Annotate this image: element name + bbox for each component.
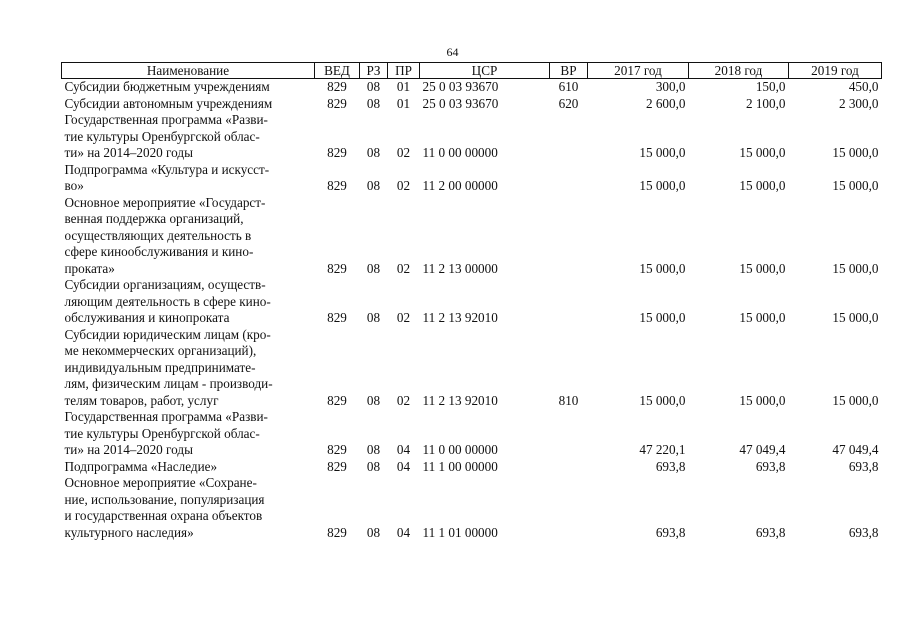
cell-csr: 25 0 03 93670 — [422, 79, 499, 94]
name-line: венная поддержка организаций, — [64, 211, 244, 226]
cell-ved: 829 — [327, 524, 347, 540]
cell-rz: 08 — [366, 392, 381, 408]
cell-vr: 620 — [558, 95, 579, 111]
cell-name — [62, 277, 315, 327]
cell-pr: 01 — [396, 79, 411, 94]
cell-2018: 47 049,4 — [739, 442, 786, 457]
cell-pr: 02 — [396, 392, 411, 408]
cell-rz: 08 — [366, 458, 381, 474]
name-line: Основное мероприятие «Государст- — [64, 194, 266, 210]
name-line: Государственная программа «Разви- — [64, 409, 268, 424]
cell-vr — [550, 195, 588, 278]
cell-2017: 693,8 — [655, 524, 686, 540]
table-header-row — [62, 63, 882, 79]
cell-rz: 08 — [366, 145, 381, 160]
name-line: сфере кинообслуживания и кино- — [64, 244, 254, 259]
cell-vr — [550, 162, 588, 195]
name-line: Государственная программа «Разви- — [64, 112, 268, 127]
name-line: Субсидии автономным учреждениям — [64, 95, 273, 111]
table-row — [62, 459, 882, 476]
cell-name — [62, 195, 315, 278]
name-line: Субсидии бюджетным учреждениям — [64, 79, 270, 94]
name-line: индивидуальным предпринимате- — [64, 359, 256, 375]
cell-2019: 15 000,0 — [832, 392, 879, 408]
name-line: тие культуры Оренбургской облас- — [64, 425, 260, 441]
name-line: Субсидии юридическим лицам (кро- — [64, 326, 271, 342]
cell-2018: 2 100,0 — [745, 95, 786, 111]
cell-vr — [550, 112, 588, 162]
column-header-rz: РЗ — [360, 63, 388, 79]
table-body — [62, 79, 882, 542]
cell-pr: 02 — [396, 145, 411, 160]
cell-2019: 15 000,0 — [832, 260, 879, 276]
cell-2017: 15 000,0 — [639, 392, 686, 408]
cell-2017: 300,0 — [655, 79, 686, 94]
cell-vr — [550, 409, 588, 459]
cell-2018: 150,0 — [755, 79, 786, 94]
cell-2017: 15 000,0 — [639, 178, 686, 193]
column-header-pr: ПР — [388, 63, 420, 79]
cell-ved: 829 — [327, 95, 347, 111]
cell-pr: 02 — [396, 310, 411, 325]
cell-name — [62, 112, 315, 162]
cell-2018: 15 000,0 — [739, 392, 786, 408]
cell-rz: 08 — [366, 178, 381, 193]
cell-name — [62, 475, 315, 541]
name-line: Основное мероприятие «Сохране- — [64, 475, 257, 490]
cell-2019: 15 000,0 — [832, 310, 879, 325]
table-row — [62, 277, 882, 327]
column-header-2019: 2019 год — [789, 63, 882, 79]
name-line: ти» на 2014–2020 годы — [64, 145, 193, 160]
cell-2019: 47 049,4 — [832, 442, 879, 457]
cell-2017: 693,8 — [655, 458, 686, 474]
cell-pr: 02 — [396, 178, 411, 193]
cell-rz: 08 — [366, 95, 381, 111]
cell-name — [62, 327, 315, 410]
cell-2019: 693,8 — [848, 458, 879, 474]
cell-2017: 15 000,0 — [639, 310, 686, 325]
cell-csr: 11 2 00 00000 — [422, 178, 498, 193]
table-row — [62, 475, 882, 541]
cell-ved: 829 — [327, 458, 347, 474]
cell-vr — [550, 475, 588, 541]
cell-csr: 11 2 13 92010 — [422, 392, 498, 408]
cell-rz: 08 — [366, 310, 381, 325]
cell-vr: 810 — [558, 392, 579, 408]
cell-ved: 829 — [327, 260, 347, 276]
cell-ved: 829 — [327, 442, 347, 457]
cell-pr: 04 — [396, 524, 411, 540]
name-line: ме некоммерческих организаций), — [64, 343, 257, 358]
cell-name — [62, 162, 315, 195]
column-header-2017: 2017 год — [588, 63, 689, 79]
name-line: осуществляющих деятельность в — [64, 227, 252, 243]
table-row — [62, 409, 882, 459]
cell-ved: 829 — [327, 79, 347, 94]
cell-2017: 47 220,1 — [639, 442, 686, 457]
table-row — [62, 96, 882, 113]
name-line: во» — [64, 178, 84, 193]
cell-csr: 25 0 03 93670 — [422, 95, 499, 111]
cell-pr: 02 — [396, 260, 411, 276]
name-line: Подпрограмма «Культура и искусст- — [64, 161, 270, 177]
cell-pr: 01 — [396, 95, 411, 111]
page-number: 64 — [446, 45, 459, 59]
cell-2017: 15 000,0 — [639, 145, 686, 160]
column-header-2018: 2018 год — [689, 63, 789, 79]
cell-name — [62, 459, 315, 476]
cell-rz: 08 — [366, 260, 381, 276]
cell-2019: 2 300,0 — [838, 95, 879, 111]
cell-2019: 15 000,0 — [832, 178, 879, 193]
cell-csr: 11 2 13 00000 — [422, 260, 498, 276]
cell-csr: 11 0 00 00000 — [422, 145, 498, 160]
table-row — [62, 195, 882, 278]
table-row — [62, 327, 882, 410]
cell-2017: 2 600,0 — [645, 95, 686, 111]
cell-2018: 15 000,0 — [739, 260, 786, 276]
cell-vr — [550, 277, 588, 327]
cell-rz: 08 — [366, 524, 381, 540]
cell-csr: 11 2 13 92010 — [422, 310, 498, 325]
cell-csr: 11 0 00 00000 — [422, 442, 498, 457]
name-line: телям товаров, работ, услуг — [64, 392, 219, 408]
cell-2019: 693,8 — [848, 524, 879, 540]
column-header-ved: ВЕД — [315, 63, 360, 79]
table-row — [62, 112, 882, 162]
cell-csr: 11 1 01 00000 — [422, 524, 498, 540]
cell-2018: 693,8 — [755, 458, 786, 474]
cell-2019: 15 000,0 — [832, 145, 879, 160]
column-header-vr: ВР — [550, 63, 588, 79]
cell-pr: 04 — [396, 442, 411, 457]
name-line: обслуживания и кинопроката — [64, 310, 230, 325]
cell-2017: 15 000,0 — [639, 260, 686, 276]
name-line: культурного наследия» — [64, 524, 194, 540]
cell-ved: 829 — [327, 145, 347, 160]
name-line: и государственная охрана объектов — [64, 508, 263, 523]
cell-pr: 04 — [396, 458, 411, 474]
name-line: тие культуры Оренбургской облас- — [64, 128, 260, 144]
cell-vr: 610 — [558, 79, 579, 94]
table-row — [62, 162, 882, 195]
cell-2018: 693,8 — [755, 524, 786, 540]
column-header-csr: ЦСР — [420, 63, 550, 79]
name-line: ти» на 2014–2020 годы — [64, 442, 193, 457]
name-line: Субсидии организациям, осуществ- — [64, 277, 266, 292]
cell-name — [62, 96, 315, 113]
name-line: ние, использование, популяризация — [64, 491, 265, 507]
column-header-name: Наименование — [62, 63, 315, 79]
cell-2018: 15 000,0 — [739, 310, 786, 325]
budget-table — [61, 62, 882, 541]
cell-2018: 15 000,0 — [739, 145, 786, 160]
cell-rz: 08 — [366, 442, 381, 457]
cell-vr — [550, 459, 588, 476]
cell-name — [62, 409, 315, 459]
cell-rz: 08 — [366, 79, 381, 94]
cell-ved: 829 — [327, 310, 347, 325]
name-line: проката» — [64, 260, 115, 276]
name-line: ляющим деятельность в сфере кино- — [64, 293, 271, 309]
name-line: Подпрограмма «Наследие» — [64, 458, 218, 474]
cell-csr: 11 1 00 00000 — [422, 458, 498, 474]
cell-ved: 829 — [327, 392, 347, 408]
table-row — [62, 79, 882, 96]
cell-ved: 829 — [327, 178, 347, 193]
cell-2018: 15 000,0 — [739, 178, 786, 193]
name-line: лям, физическим лицам - производи- — [64, 376, 273, 391]
cell-name — [62, 79, 315, 96]
cell-2019: 450,0 — [848, 79, 879, 94]
